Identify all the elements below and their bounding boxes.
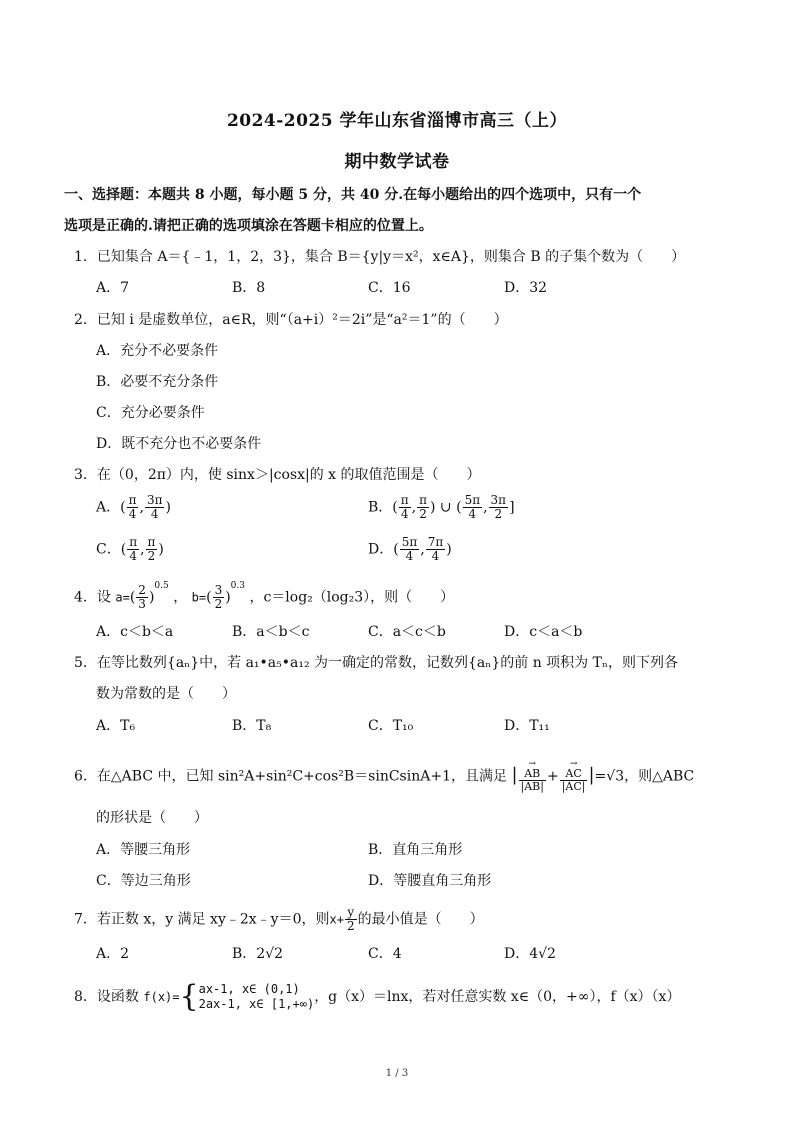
question-8-stem-start: 8．设函数 <box>74 989 139 1005</box>
question-4-option-d: D．c＜a＜b <box>504 624 583 640</box>
question-6-stem-cont: 的形状是（ ） <box>96 810 208 826</box>
exam-subtitle: 期中数学试卷 <box>344 152 450 172</box>
question-6-option-a: A．等腰三角形 <box>96 842 191 858</box>
question-7-option-d: D．4√2 <box>504 946 556 962</box>
question-2-option-b: B．必要不充分条件 <box>96 374 219 390</box>
question-6-option-d: D．等腰直角三角形 <box>368 873 492 889</box>
question-4-stem-start: 4．设 <box>74 589 111 606</box>
question-5-stem: 5．在等比数列{aₙ}中，若 a₁•a₅•a₁₂ 为一确定的常数，记数列{aₙ}的前 n 项积为 Tₙ，则下列各 <box>74 655 679 671</box>
question-4-option-a: A．c＜b＜a <box>96 624 174 640</box>
question-5-option-b: B．T₈ <box>232 718 272 734</box>
question-5-stem-cont: 数为常数的是（ ） <box>96 686 236 702</box>
question-1-option-a: A．7 <box>96 280 130 296</box>
question-5-option-c: C．T₁₀ <box>368 718 414 734</box>
option-label: A． <box>96 499 121 516</box>
question-3-option-c: C．( $\frac{\pi}{4}$ , $\frac{\pi}{2}$ ) <box>96 535 164 563</box>
question-3-stem: 3．在（0，2π）内，使 sinx＞|cosx|的 x 的取值范围是（ ） <box>74 467 481 483</box>
question-7-stem-start: 7．若正数 x，y 满足 xy﹣2x﹣y＝0，则 <box>74 911 330 928</box>
question-1-stem: 1．已知集合 A＝{﹣1，1，2，3}，集合 B＝{y|y＝x²，x∈A}，则集合 B 的子集个数为（ ） <box>74 249 686 265</box>
question-7-option-c: C．4 <box>368 946 402 962</box>
question-2-stem: 2．已知 i 是虚数单位，a∈R，则“（a+i）²＝2i”是“a²＝1”的（ ） <box>74 312 508 328</box>
option-label: D． <box>368 541 394 558</box>
question-3-option-a: A．( $\frac{\pi}{4}$ , $\frac{3\pi}{4}$ ) <box>96 493 171 521</box>
section-heading-cont: 选项是正确的.请把正确的选项填涂在答题卡相应的位置上。 <box>64 218 433 234</box>
question-2-option-d: D．既不充分也不必要条件 <box>96 436 262 452</box>
question-7-stem: 7．若正数 x，y 满足 xy﹣2x﹣y＝0，则x+ $\frac{y}{2}$ 的最小值是（ ） <box>74 905 484 933</box>
question-6-stem-start: 6．在△ABC 中，已知 sin²A+sin²C+cos²B＝sinCsinA+1，且满足 <box>74 768 507 785</box>
question-4-stem-end: ，c＝log₂（log₂3），则（ ） <box>249 589 455 606</box>
question-2-option-c: C．充分必要条件 <box>96 405 205 421</box>
option-label: C． <box>96 541 121 558</box>
question-8-stem: 8．设函数 f(x)={ax-1, x∈ (0,1) 2ax-1, x∈ [1,+∞)，g（x）＝lnx，若对任意实数 x∈（0，+∞），f（x）（x） <box>74 979 681 1014</box>
question-2-option-a: A．充分不必要条件 <box>96 343 219 359</box>
option-label: B． <box>368 499 393 516</box>
question-7-option-b: B．2√2 <box>232 946 284 962</box>
section-heading: 一、选择题：本题共 8 小题，每小题 5 分，共 40 分.在每小题给出的四个选项中，只有一个 <box>64 187 642 203</box>
question-6-option-c: C．等边三角形 <box>96 873 191 889</box>
question-7-option-a: A．2 <box>96 946 130 962</box>
question-3-option-d: D．( $\frac{5\pi}{4}$ , $\frac{7\pi}{4}$ ) <box>368 535 452 563</box>
question-6-option-b: B．直角三角形 <box>368 842 463 858</box>
exam-title: 2024-2025 学年山东省淄博市高三（上） <box>226 111 568 131</box>
page-number: 1 / 3 <box>385 1068 409 1079</box>
question-4-stem: 4．设 a=( $\frac{2}{3}$ )$^{0.5}$ ， b=( $\frac{3}{2}$ )$^{0.3}$ ，c＝log₂（log₂3），则（ ） <box>74 581 455 612</box>
question-6-stem: 6．在△ABC 中，已知 sin²A+sin²C+cos²B＝sinCsinA+1，且满足 | → AB |AB| + → AC |AC| |=√3，则△ABC <box>74 759 695 793</box>
question-7-stem-end: 的最小值是（ ） <box>357 911 484 928</box>
question-8-stem-end: ，g（x）＝lnx，若对任意实数 x∈（0，+∞），f（x）（x） <box>314 989 681 1005</box>
question-4-option-c: C．a＜c＜b <box>368 624 446 640</box>
question-1-option-d: D．32 <box>504 280 548 296</box>
question-1-option-b: B．8 <box>232 280 266 296</box>
question-6-stem-end: ，则△ABC <box>624 768 695 785</box>
question-1-option-c: C．16 <box>368 280 411 296</box>
question-5-option-a: A．T₆ <box>96 718 136 734</box>
question-3-option-b: B．( $\frac{\pi}{4}$ , $\frac{\pi}{2}$ ) ∪ ( $\frac{5\pi}{4}$ , $\frac{3\pi}{2}$ ] <box>368 493 515 521</box>
question-5-option-d: D．T₁₁ <box>504 718 550 734</box>
question-4-option-b: B．a＜b＜c <box>232 624 310 640</box>
